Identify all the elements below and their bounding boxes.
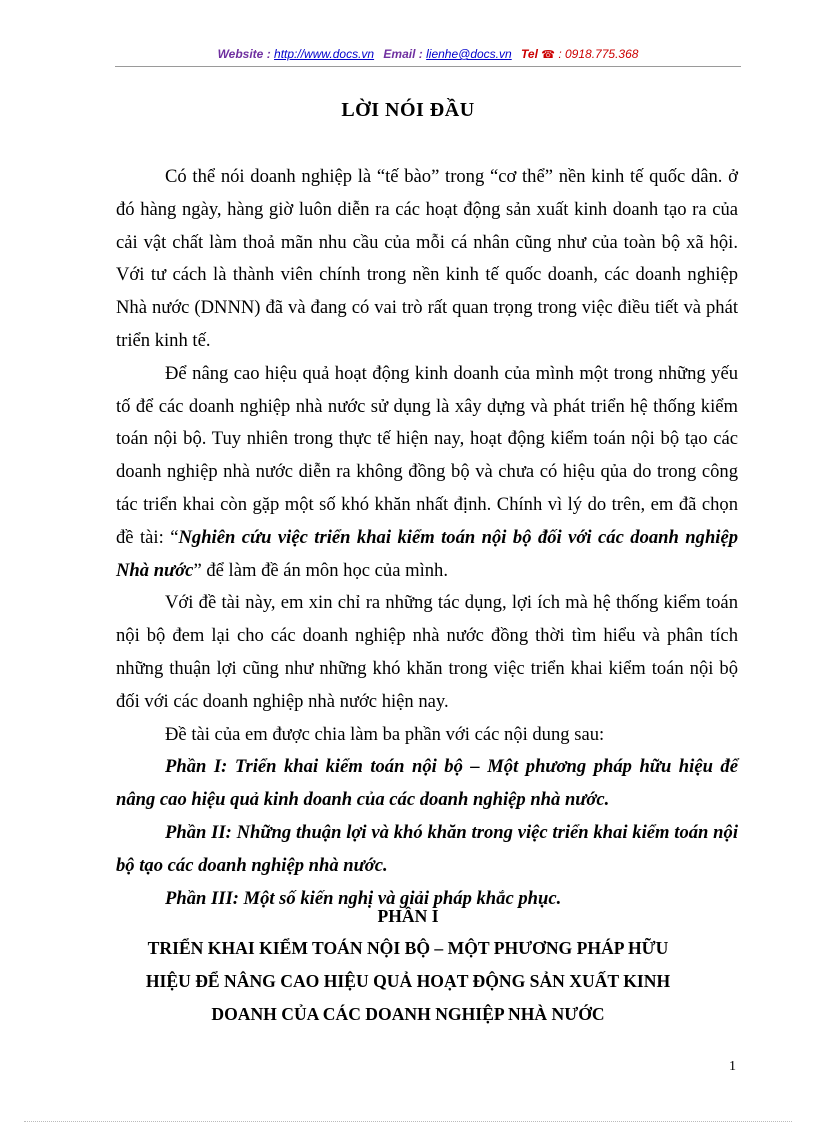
page-title: LỜI NÓI ĐẦU bbox=[341, 99, 475, 121]
email-label: Email bbox=[383, 47, 416, 61]
tel-label: Tel bbox=[521, 47, 538, 61]
intro-body bbox=[116, 161, 738, 915]
header-divider bbox=[115, 66, 741, 67]
phone-icon: ☎ bbox=[541, 49, 555, 61]
footer-divider bbox=[24, 1121, 792, 1122]
page-number: 1 bbox=[729, 1059, 736, 1074]
paragraph-scope: Với đề tài này, em xin chỉ ra những tác dụng, lợi ích mà hệ thống kiểm toán nội bộ đem lại cho các doanh nghiệp nhà nước đồng thời tìm hiểu và phân tích những thuận lợi cũng như những khó khăn trong việc triển khai kiểm toán nội bộ đối với các doanh nghiệp nhà nước hiện nay. bbox=[116, 592, 738, 712]
website-label: Website : bbox=[217, 47, 271, 61]
paragraph-topic bbox=[116, 358, 738, 588]
tel-number: : 0918.775.368 bbox=[558, 47, 639, 61]
part-one-summary: Phần I: Triển khai kiểm toán nội bộ – Một phương pháp hữu hiệu để nâng cao hiệu quả kinh doanh của các doanh nghiệp nhà nước. bbox=[116, 756, 738, 811]
page-header bbox=[115, 47, 741, 61]
email-separator: : bbox=[418, 47, 423, 61]
topic-lead-text: Để nâng cao hiệu quả hoạt động kinh doanh của mình một trong những yếu tố để các doanh nghiệp nhà nước sử dụng là xây dựng và phát triển hệ thống kiểm toán nội bộ. Tuy nhiên trong thực tế hiện nay, hoạt động kiểm toán nội bộ tạo các doanh nghiệp nhà nước diễn ra không đồng bộ và chưa có hiệu qủa do trong công tác triển khai còn gặp một số khó khăn nhất định. Chính vì lý do trên, em đã chọn đề tài: “ bbox=[116, 362, 738, 548]
part-three-summary: Phần III: Một số kiến nghị và giải pháp khắc phục. bbox=[165, 887, 562, 909]
section-title-line-1: TRIỂN KHAI KIỂM TOÁN NỘI BỘ – MỘT PHƯƠNG PHÁP HỮU bbox=[147, 938, 669, 958]
topic-tail-text: ” để làm đề án môn học của mình. bbox=[193, 559, 448, 581]
section-title-line-3: DOANH CỦA CÁC DOANH NGHIỆP NHÀ NƯỚC bbox=[211, 1004, 605, 1024]
paragraph-structure: Đề tài của em được chia làm ba phần với các nội dung sau: bbox=[165, 723, 605, 745]
topic-title: Nghiên cứu việc triển khai kiểm toán nội bộ đối với các doanh nghiệp Nhà nước bbox=[116, 526, 739, 581]
part-two-summary: Phần II: Những thuận lợi và khó khăn trong việc triển khai kiểm toán nội bộ tạo các doanh nghiệp nhà nước. bbox=[116, 821, 738, 876]
section-label: PHẦN I bbox=[377, 906, 439, 926]
paragraph-intro: Có thể nói doanh nghiệp là “tế bào” trong “cơ thể” nền kinh tế quốc dân. ở đó hàng ngày, hàng giờ luôn diễn ra các hoạt động sản xuất kinh doanh tạo ra của cải vật chất làm thoả mãn nhu cầu của mỗi cá nhân cũng như của toàn bộ xã hội. Với tư cách là thành viên chính trong nền kinh tế quốc doanh, các doanh nghiệp Nhà nước (DNNN) đã và đang có vai trò rất quan trọng trong việc điều tiết và phát triển kinh tế. bbox=[116, 166, 738, 351]
website-link[interactable]: http://www.docs.vn bbox=[274, 47, 375, 61]
email-link[interactable]: lienhe@docs.vn bbox=[426, 47, 512, 61]
section-title-line-2: HIỆU ĐỂ NÂNG CAO HIỆU QUẢ HOẠT ĐỘNG SẢN XUẤT KINH bbox=[145, 971, 671, 991]
